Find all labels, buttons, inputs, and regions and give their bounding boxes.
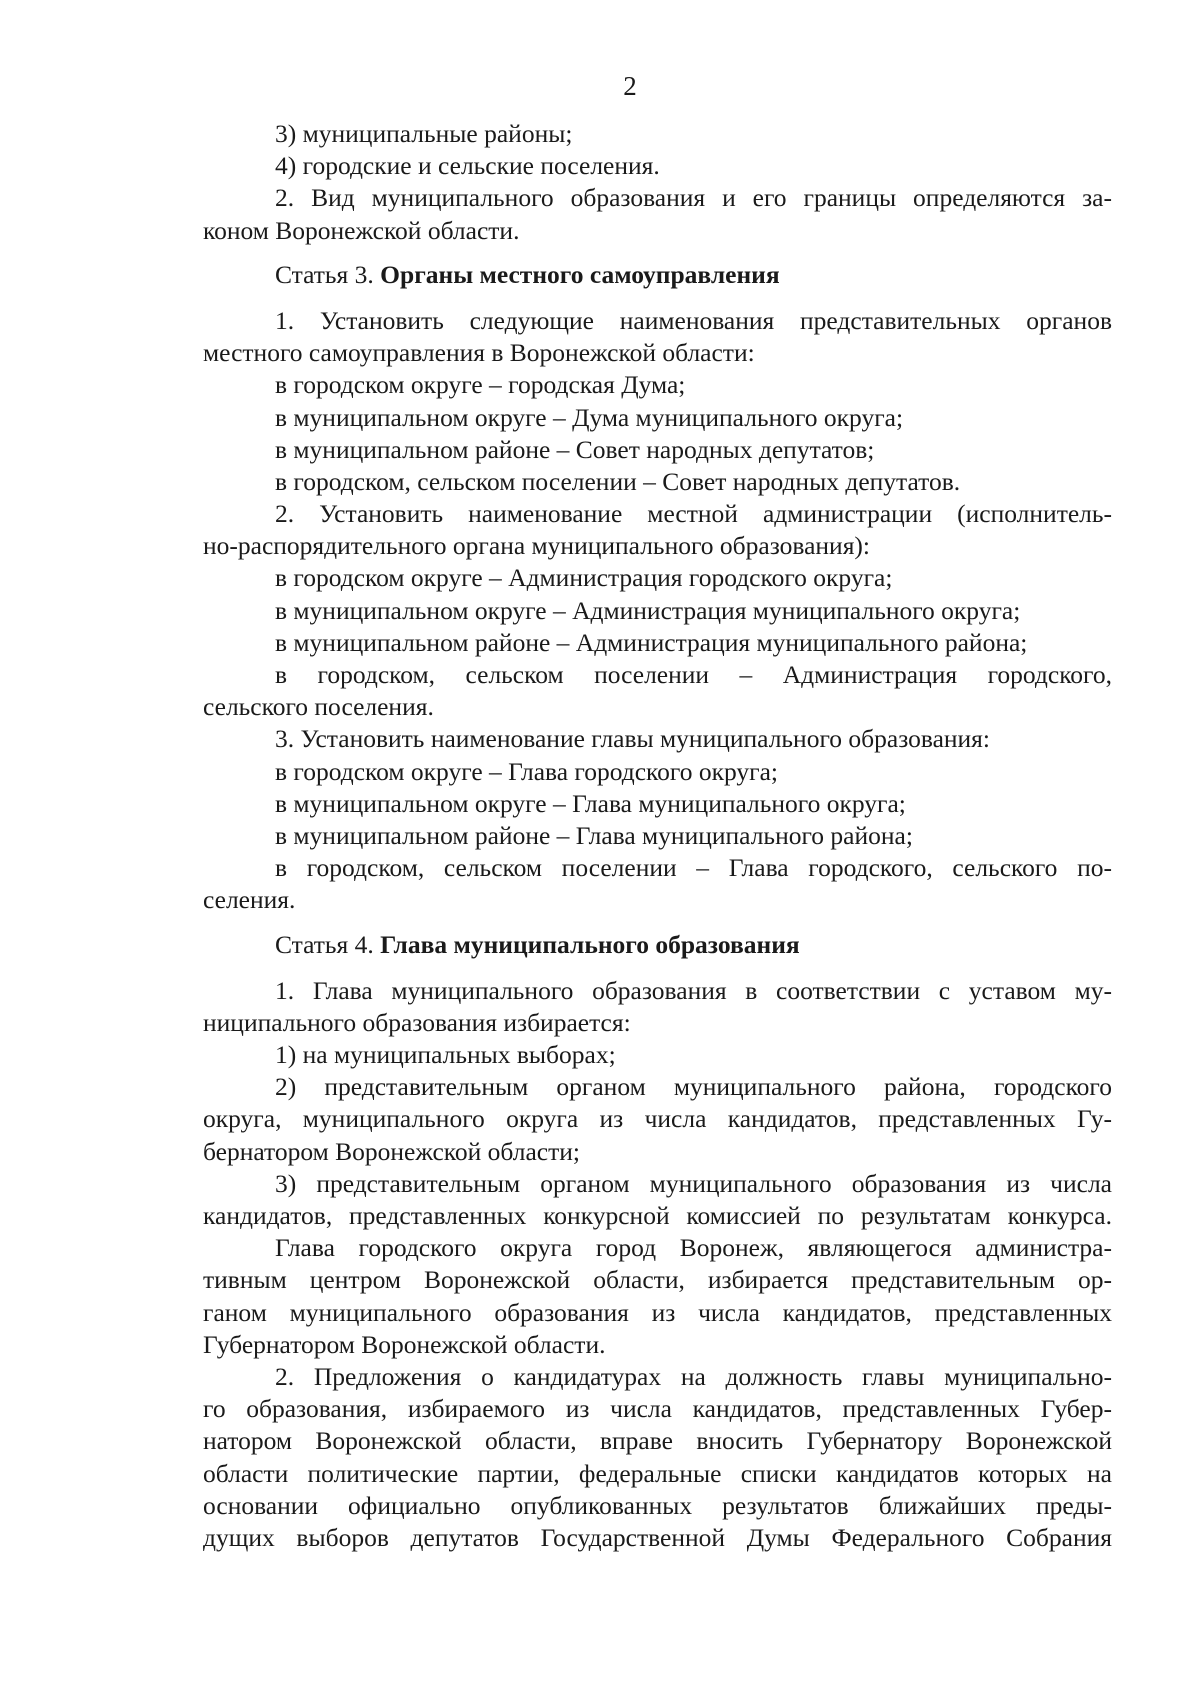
text-line: местного самоуправления в Воронежской области: <box>203 338 755 368</box>
text-line: в муниципальном районе – Глава муниципального района; <box>275 820 913 850</box>
text-line: тивным центром Воронежской области, избирается представительным ор- <box>203 1265 1112 1295</box>
article-4-title: Глава муниципального образования <box>380 929 800 959</box>
text-line: ганом муниципального образования из числа кандидатов, представленных <box>203 1297 1112 1327</box>
document-body <box>203 118 1112 1554</box>
text-line: в городском, сельском поселении – Глава городского, сельского по- <box>275 853 1112 883</box>
text-line: 1. Установить следующие наименования представительных органов <box>275 305 1112 335</box>
text-line: Глава городского округа город Воронеж, являющегося администра- <box>275 1233 1112 1263</box>
text-line: Губернатором Воронежской области. <box>203 1329 606 1359</box>
article-3-heading <box>203 259 1112 291</box>
text-line: 2. Установить наименование местной администрации (исполнитель- <box>275 499 1112 529</box>
text-line: в муниципальном округе – Администрация муниципального округа; <box>275 595 1021 625</box>
text-line: 2. Предложения о кандидатурах на должность главы муниципально- <box>275 1361 1112 1391</box>
text-line: в муниципальном округе – Глава муниципального округа; <box>275 788 906 818</box>
text-line: 3) представительным органом муниципального образования из числа <box>275 1168 1112 1198</box>
text-line: основании официально опубликованных результатов ближайших преды- <box>203 1490 1112 1520</box>
text-line: 4) городские и сельские поселения. <box>275 151 660 181</box>
page-number: 2 <box>623 71 637 101</box>
text-line: бернатором Воронежской области; <box>203 1136 580 1166</box>
text-line: 3) муниципальные районы; <box>275 119 573 148</box>
article-4-prefix: Статья 4. <box>275 929 381 959</box>
text-line: в муниципальном районе – Администрация муниципального района; <box>275 627 1028 657</box>
text-line: округа, муниципального округа из числа кандидатов, представленных Гу- <box>203 1104 1112 1134</box>
text-line: кандидатов, представленных конкурсной комиссией по результатам конкурса. <box>203 1201 1112 1230</box>
text-line: в городском, сельском поселении – Администрация городского, <box>275 660 1112 689</box>
text-line: в городском округе – Администрация городского округа; <box>275 563 893 593</box>
text-line: ниципального образования избирается: <box>203 1007 631 1037</box>
text-line: в муниципальном районе – Совет народных депутатов; <box>275 434 875 464</box>
text-line: коном Воронежской области. <box>203 215 520 245</box>
text-line: го образования, избираемого из числа кандидатов, представленных Губер- <box>203 1394 1112 1424</box>
text-line: в муниципальном округе – Дума муниципального округа; <box>275 402 904 432</box>
text-line: натором Воронежской области, вправе вносить Губернатору Воронежской <box>203 1426 1112 1456</box>
text-line: в городском, сельском поселении – Совет народных депутатов. <box>275 466 961 496</box>
text-line: селения. <box>203 885 296 915</box>
article-3-title: Органы местного самоуправления <box>380 259 780 289</box>
text-line: 1) на муниципальных выборах; <box>275 1040 616 1070</box>
text-line: 2. Вид муниципального образования и его границы определяются за- <box>275 183 1112 213</box>
article-3-prefix: Статья 3. <box>275 259 381 289</box>
article-4-heading <box>203 929 1112 961</box>
text-line: дущих выборов депутатов Государственной Думы Федерального Собрания <box>203 1522 1112 1552</box>
text-line: 2) представительным органом муниципального района, городского <box>275 1072 1112 1102</box>
text-line: в городском округе – городская Дума; <box>275 370 686 400</box>
text-line: 3. Установить наименование главы муниципального образования: <box>275 724 990 754</box>
text-line: 1. Глава муниципального образования в соответствии с уставом му- <box>275 975 1112 1005</box>
text-line: в городском округе – Глава городского округа; <box>275 756 779 786</box>
text-line: сельского поселения. <box>203 692 434 722</box>
text-line: области политические партии, федеральные списки кандидатов которых на <box>203 1458 1112 1488</box>
text-line: но-распорядительного органа муниципального образования): <box>203 531 870 561</box>
